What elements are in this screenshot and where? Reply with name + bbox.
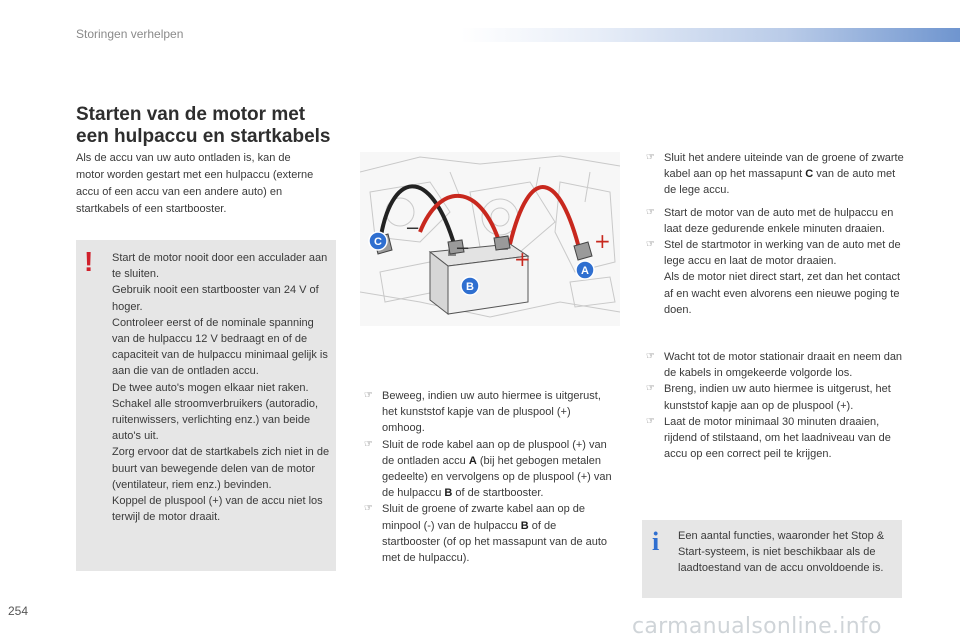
callout-c-label: C bbox=[374, 236, 382, 248]
warning-paragraph: Koppel de pluspool (+) van de accu niet los terwijl de motor draait. bbox=[112, 495, 323, 524]
steps-middle-column bbox=[364, 388, 616, 566]
steps-right-column-bottom bbox=[646, 349, 904, 462]
step-item: ☞ Laat de motor minimaal 30 minuten draaien, rijdend of stilstaand, om het laadniveau van de accu op een correct peil te krijgen. bbox=[646, 414, 904, 463]
callout-b-label: B bbox=[466, 281, 474, 293]
plus-sign: + bbox=[514, 247, 531, 271]
warning-paragraph: Gebruik nooit een startbooster van 24 V of hoger. bbox=[112, 284, 319, 313]
page-number: 254 bbox=[8, 604, 29, 618]
intro-paragraph: Als de accu van uw auto ontladen is, kan de motor worden gestart met een hulpaccu (externe accu of een accu van een andere auto) en startkabels of een startbooster. bbox=[76, 152, 314, 215]
minus-sign: − bbox=[405, 218, 421, 239]
steps-right-column-top bbox=[646, 150, 904, 318]
red-cable-2 bbox=[510, 187, 580, 252]
watermark: carmanualsonline.info bbox=[632, 614, 882, 639]
page-title-line-2: een hulpaccu en startkabels bbox=[76, 126, 331, 147]
page-title bbox=[76, 104, 376, 148]
step-item: ☞ Stel de startmotor in werking van de auto met de lege accu en laat de motor draaien. Als de motor niet direct start, zet dan het contact af en wacht even alvorens een nieuwe poging te doen. bbox=[646, 237, 904, 318]
step-item: ☞ Breng, indien uw auto hiermee is uitgerust, het kunststof kapje aan op de pluspool (+). bbox=[646, 381, 904, 413]
step-item: ☞ Sluit de rode kabel aan op de pluspool (+) van de ontladen accu A (bij het gebogen metalen gedeelte) en vervolgens op de pluspool (+) van de hulpaccu B of de startbooster. bbox=[364, 437, 616, 502]
minus-sign: − bbox=[455, 238, 471, 259]
exclamation-icon: ! bbox=[84, 246, 94, 277]
warning-paragraph: Schakel alle stroomverbruikers (autoradio, ruitenwissers, verlichting enz.) van beide auto's uit. bbox=[112, 397, 319, 443]
section-title: Storingen verhelpen bbox=[76, 27, 184, 41]
warning-paragraph: Zorg ervoor dat de startkabels zich niet in de buurt van bewegende delen van de motor (ventilateur, riem enz.) bevinden. bbox=[112, 446, 330, 491]
jump-start-illustration bbox=[360, 152, 620, 326]
engine-bay-drawing bbox=[360, 152, 620, 326]
plus-sign: + bbox=[594, 229, 611, 253]
callout-a-label: A bbox=[581, 265, 589, 277]
info-icon: i bbox=[652, 527, 660, 556]
step-item: ☞ Sluit het andere uiteinde van de groene of zwarte kabel aan op het massapunt C van de auto met de lege accu. bbox=[646, 150, 904, 199]
page-title-line-1: Starten van de motor met bbox=[76, 104, 306, 125]
step-item: ☞ Start de motor van de auto met de hulpaccu en laat deze gedurende enkele minuten draaien. bbox=[646, 205, 904, 237]
warning-paragraph: De twee auto's mogen elkaar niet raken. bbox=[112, 381, 309, 394]
step-item: ☞ Beweeg, indien uw auto hiermee is uitgerust, het kunststof kapje van de pluspool (+) omhoog. bbox=[364, 388, 616, 437]
warning-paragraph: Controleer eerst of de nominale spanning van de hulpaccu 12 V bedraagt en of de capaciteit van de hulpaccu minimaal gelijk is aan die van de ontladen accu. bbox=[112, 316, 328, 378]
step-item: ☞ Sluit de groene of zwarte kabel aan op de minpool (-) van de hulpaccu B of de startbooster (of op het massapunt van de auto met de hulpaccu). bbox=[364, 501, 616, 566]
warning-paragraph: Start de motor nooit door een acculader aan te sluiten. bbox=[112, 252, 328, 281]
info-text: Een aantal functies, waaronder het Stop & Start-systeem, is niet beschikbaar als de laadtoestand van de accu onvoldoende is. bbox=[678, 530, 885, 575]
warning-text bbox=[112, 250, 332, 525]
step-item: ☞ Wacht tot de motor stationair draait en neem dan de kabels in omgekeerde volgorde los. bbox=[646, 349, 904, 381]
